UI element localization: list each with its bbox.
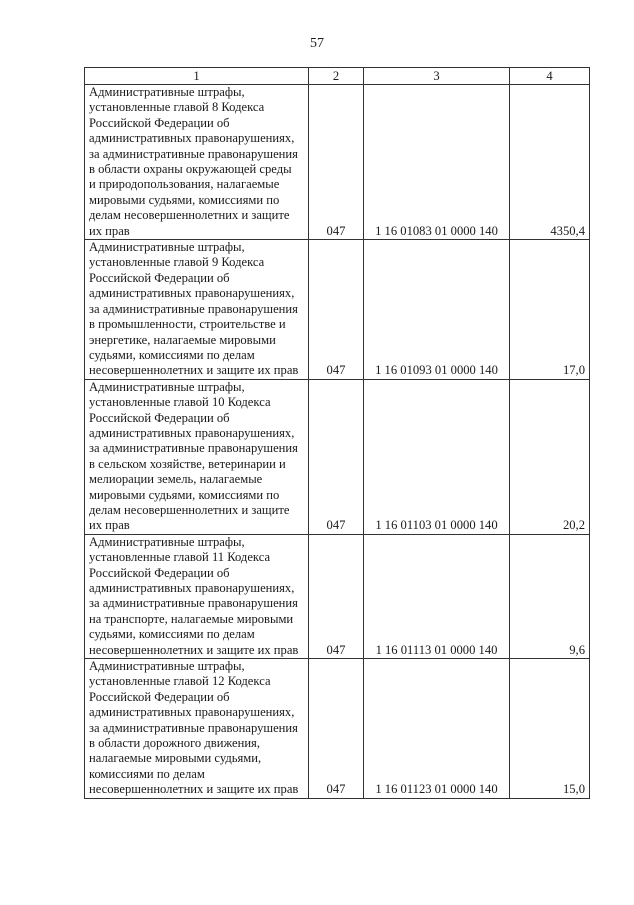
amount-cell: 9,6 bbox=[510, 534, 590, 658]
revenue-name-line: административных правонарушениях, bbox=[89, 425, 295, 440]
revenue-name-line: установленные главой 10 Кодекса bbox=[89, 395, 271, 410]
revenue-name-line: несовершеннолетних и защите их прав bbox=[89, 782, 299, 797]
amount-cell: 20,2 bbox=[510, 379, 590, 534]
revenue-name-line: Российской Федерации об bbox=[89, 115, 230, 130]
revenue-name-line: административных правонарушениях, bbox=[89, 705, 295, 720]
column-number-3: 3 bbox=[364, 68, 510, 85]
administrator-code-cell: 047 bbox=[309, 534, 364, 658]
revenue-name-line: административных правонарушениях, bbox=[89, 131, 295, 146]
revenue-name-line: в промышленности, строительстве и bbox=[89, 317, 286, 332]
revenue-name-line: за административные правонарушения bbox=[89, 441, 298, 456]
revenue-name-line: делам несовершеннолетних и защите bbox=[89, 208, 290, 223]
revenue-name-line: Российской Федерации об bbox=[89, 270, 230, 285]
revenue-name-line: административных правонарушениях, bbox=[89, 581, 295, 595]
revenue-name-line: в области дорожного движения, bbox=[89, 736, 260, 751]
column-number-4: 4 bbox=[510, 68, 590, 85]
revenue-name-line: судьями, комиссиями по делам bbox=[89, 627, 255, 642]
table-row bbox=[85, 85, 590, 240]
amount-cell: 15,0 bbox=[510, 659, 590, 799]
revenue-name-line: Административные штрафы, bbox=[89, 534, 245, 549]
budget-classification-code-cell: 1 16 01093 01 0000 140 bbox=[364, 240, 510, 380]
revenue-name-line: административных правонарушениях, bbox=[89, 286, 295, 301]
revenue-name-cell bbox=[85, 534, 309, 658]
revenue-name-line: за административные правонарушения bbox=[89, 720, 298, 735]
revenue-name-cell bbox=[85, 85, 309, 240]
revenue-name-line: Российской Федерации об bbox=[89, 410, 230, 425]
administrator-code-cell: 047 bbox=[309, 659, 364, 799]
column-number-row bbox=[85, 68, 590, 85]
revenue-name-cell bbox=[85, 240, 309, 380]
budget-classification-code-cell: 1 16 01113 01 0000 140 bbox=[364, 534, 510, 658]
revenue-name-line: мировыми судьями, комиссиями по bbox=[89, 192, 280, 207]
revenue-name-line: налагаемые мировыми судьями, bbox=[89, 751, 262, 766]
revenue-name-line: несовершеннолетних и защите их прав bbox=[89, 642, 299, 657]
budget-classification-code-cell: 1 16 01103 01 0000 140 bbox=[364, 379, 510, 534]
revenue-name-line: их прав bbox=[89, 518, 130, 533]
revenue-name-line: Российской Федерации об bbox=[89, 689, 230, 704]
revenue-name-line: судьями, комиссиями по делам bbox=[89, 347, 255, 362]
revenue-name-line: мировыми судьями, комиссиями по bbox=[89, 487, 280, 502]
revenue-name-line: Административные штрафы, bbox=[89, 240, 245, 255]
revenue-name-line: несовершеннолетних и защите их прав bbox=[89, 363, 299, 378]
revenue-name-line: и природопользования, налагаемые bbox=[89, 177, 280, 192]
table-row bbox=[85, 379, 590, 534]
revenue-name-cell bbox=[85, 659, 309, 799]
budget-classification-code-cell: 1 16 01083 01 0000 140 bbox=[364, 85, 510, 240]
revenue-name-cell bbox=[85, 379, 309, 534]
table-row bbox=[85, 659, 590, 799]
revenue-name-line: в сельском хозяйстве, ветеринарии и bbox=[89, 456, 286, 471]
revenue-name-line: их прав bbox=[89, 223, 130, 238]
administrator-code-cell: 047 bbox=[309, 240, 364, 380]
revenue-name-line: на транспорте, налагаемые мировыми bbox=[89, 611, 294, 626]
revenue-name-line: Административные штрафы, bbox=[89, 379, 245, 394]
revenue-name-line: Российской Федерации об bbox=[89, 565, 230, 580]
column-number-1: 1 bbox=[85, 68, 309, 85]
revenue-name-line: установленные главой 8 Кодекса bbox=[89, 100, 265, 115]
table-body bbox=[85, 68, 590, 799]
amount-cell: 4350,4 bbox=[510, 85, 590, 240]
revenue-name-line: установленные главой 12 Кодекса bbox=[89, 674, 271, 689]
budget-classification-code-cell: 1 16 01123 01 0000 140 bbox=[364, 659, 510, 799]
revenue-name-line: за административные правонарушения bbox=[89, 301, 298, 316]
revenue-name-line: комиссиями по делам bbox=[89, 766, 205, 781]
revenue-name-line: в области охраны окружающей среды bbox=[89, 162, 292, 177]
revenue-name-line: делам несовершеннолетних и защите bbox=[89, 502, 290, 517]
table-row bbox=[85, 534, 590, 658]
revenue-name-line: мелиорации земель, налагаемые bbox=[89, 472, 263, 487]
revenue-name-line: энергетике, налагаемые мировыми bbox=[89, 332, 276, 347]
page-number: 57 bbox=[310, 36, 324, 51]
column-number-2: 2 bbox=[309, 68, 364, 85]
revenue-name-line: установленные главой 11 Кодекса bbox=[89, 550, 271, 565]
revenue-name-line: Административные штрафы, bbox=[89, 85, 245, 99]
revenue-name-line: за административные правонарушения bbox=[89, 146, 298, 161]
budget-revenue-table bbox=[84, 67, 590, 799]
administrator-code-cell: 047 bbox=[309, 85, 364, 240]
revenue-name-line: за административные правонарушения bbox=[89, 596, 298, 611]
table-row bbox=[85, 240, 590, 380]
administrator-code-cell: 047 bbox=[309, 379, 364, 534]
revenue-name-line: Административные штрафы, bbox=[89, 659, 245, 674]
amount-cell: 17,0 bbox=[510, 240, 590, 380]
revenue-name-line: установленные главой 9 Кодекса bbox=[89, 255, 265, 270]
